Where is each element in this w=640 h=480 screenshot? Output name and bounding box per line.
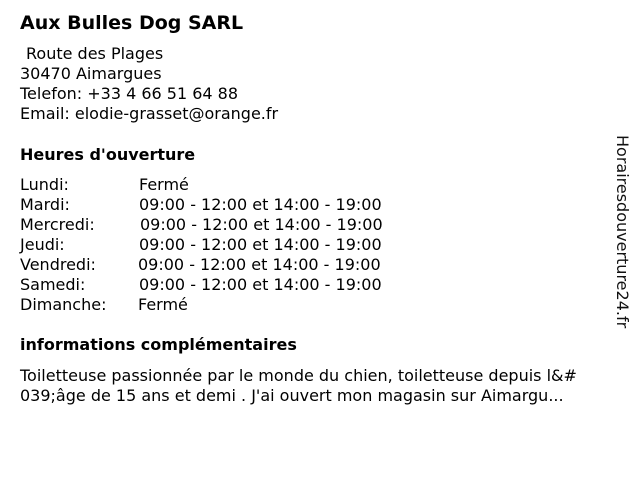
day-label: Vendredi: <box>20 255 96 274</box>
day-hours: 09:00 - 12:00 et 14:00 - 19:00 <box>140 215 383 234</box>
additional-info-text <box>20 366 620 406</box>
info-line: 039;âge de 15 ans et demi . J'ai ouvert mon magasin sur Aimargu... <box>20 386 564 405</box>
day-hours: 09:00 - 12:00 et 14:00 - 19:00 <box>139 235 382 254</box>
phone-line: Telefon: +33 4 66 51 64 88 <box>20 84 239 103</box>
day-label: Dimanche: <box>20 295 107 314</box>
day-hours: 09:00 - 12:00 et 14:00 - 19:00 <box>138 255 381 274</box>
info-line: Toiletteuse passionnée par le monde du chien, toiletteuse depuis l&# <box>20 366 577 385</box>
site-watermark <box>612 135 634 345</box>
watermark-text: Horairesdouverture24.fr <box>613 135 632 329</box>
day-hours: Fermé <box>138 295 188 314</box>
address-block <box>20 44 278 124</box>
street-address: Route des Plages <box>26 44 164 63</box>
business-name: Aux Bulles Dog SARL <box>20 12 244 34</box>
opening-hours-heading: Heures d'ouverture <box>20 145 196 164</box>
day-label: Mardi: <box>20 195 70 214</box>
email-line: Email: elodie-grasset@orange.fr <box>20 104 279 123</box>
additional-info-heading: informations complémentaires <box>20 335 297 354</box>
day-label: Jeudi: <box>20 235 65 254</box>
day-hours: Fermé <box>139 175 189 194</box>
day-hours: 09:00 - 12:00 et 14:00 - 19:00 <box>139 195 382 214</box>
day-label: Lundi: <box>20 175 69 194</box>
day-hours: 09:00 - 12:00 et 14:00 - 19:00 <box>139 275 382 294</box>
postal-city: 30470 Aimargues <box>20 64 162 83</box>
day-label: Samedi: <box>20 275 86 294</box>
day-label: Mercredi: <box>20 215 95 234</box>
